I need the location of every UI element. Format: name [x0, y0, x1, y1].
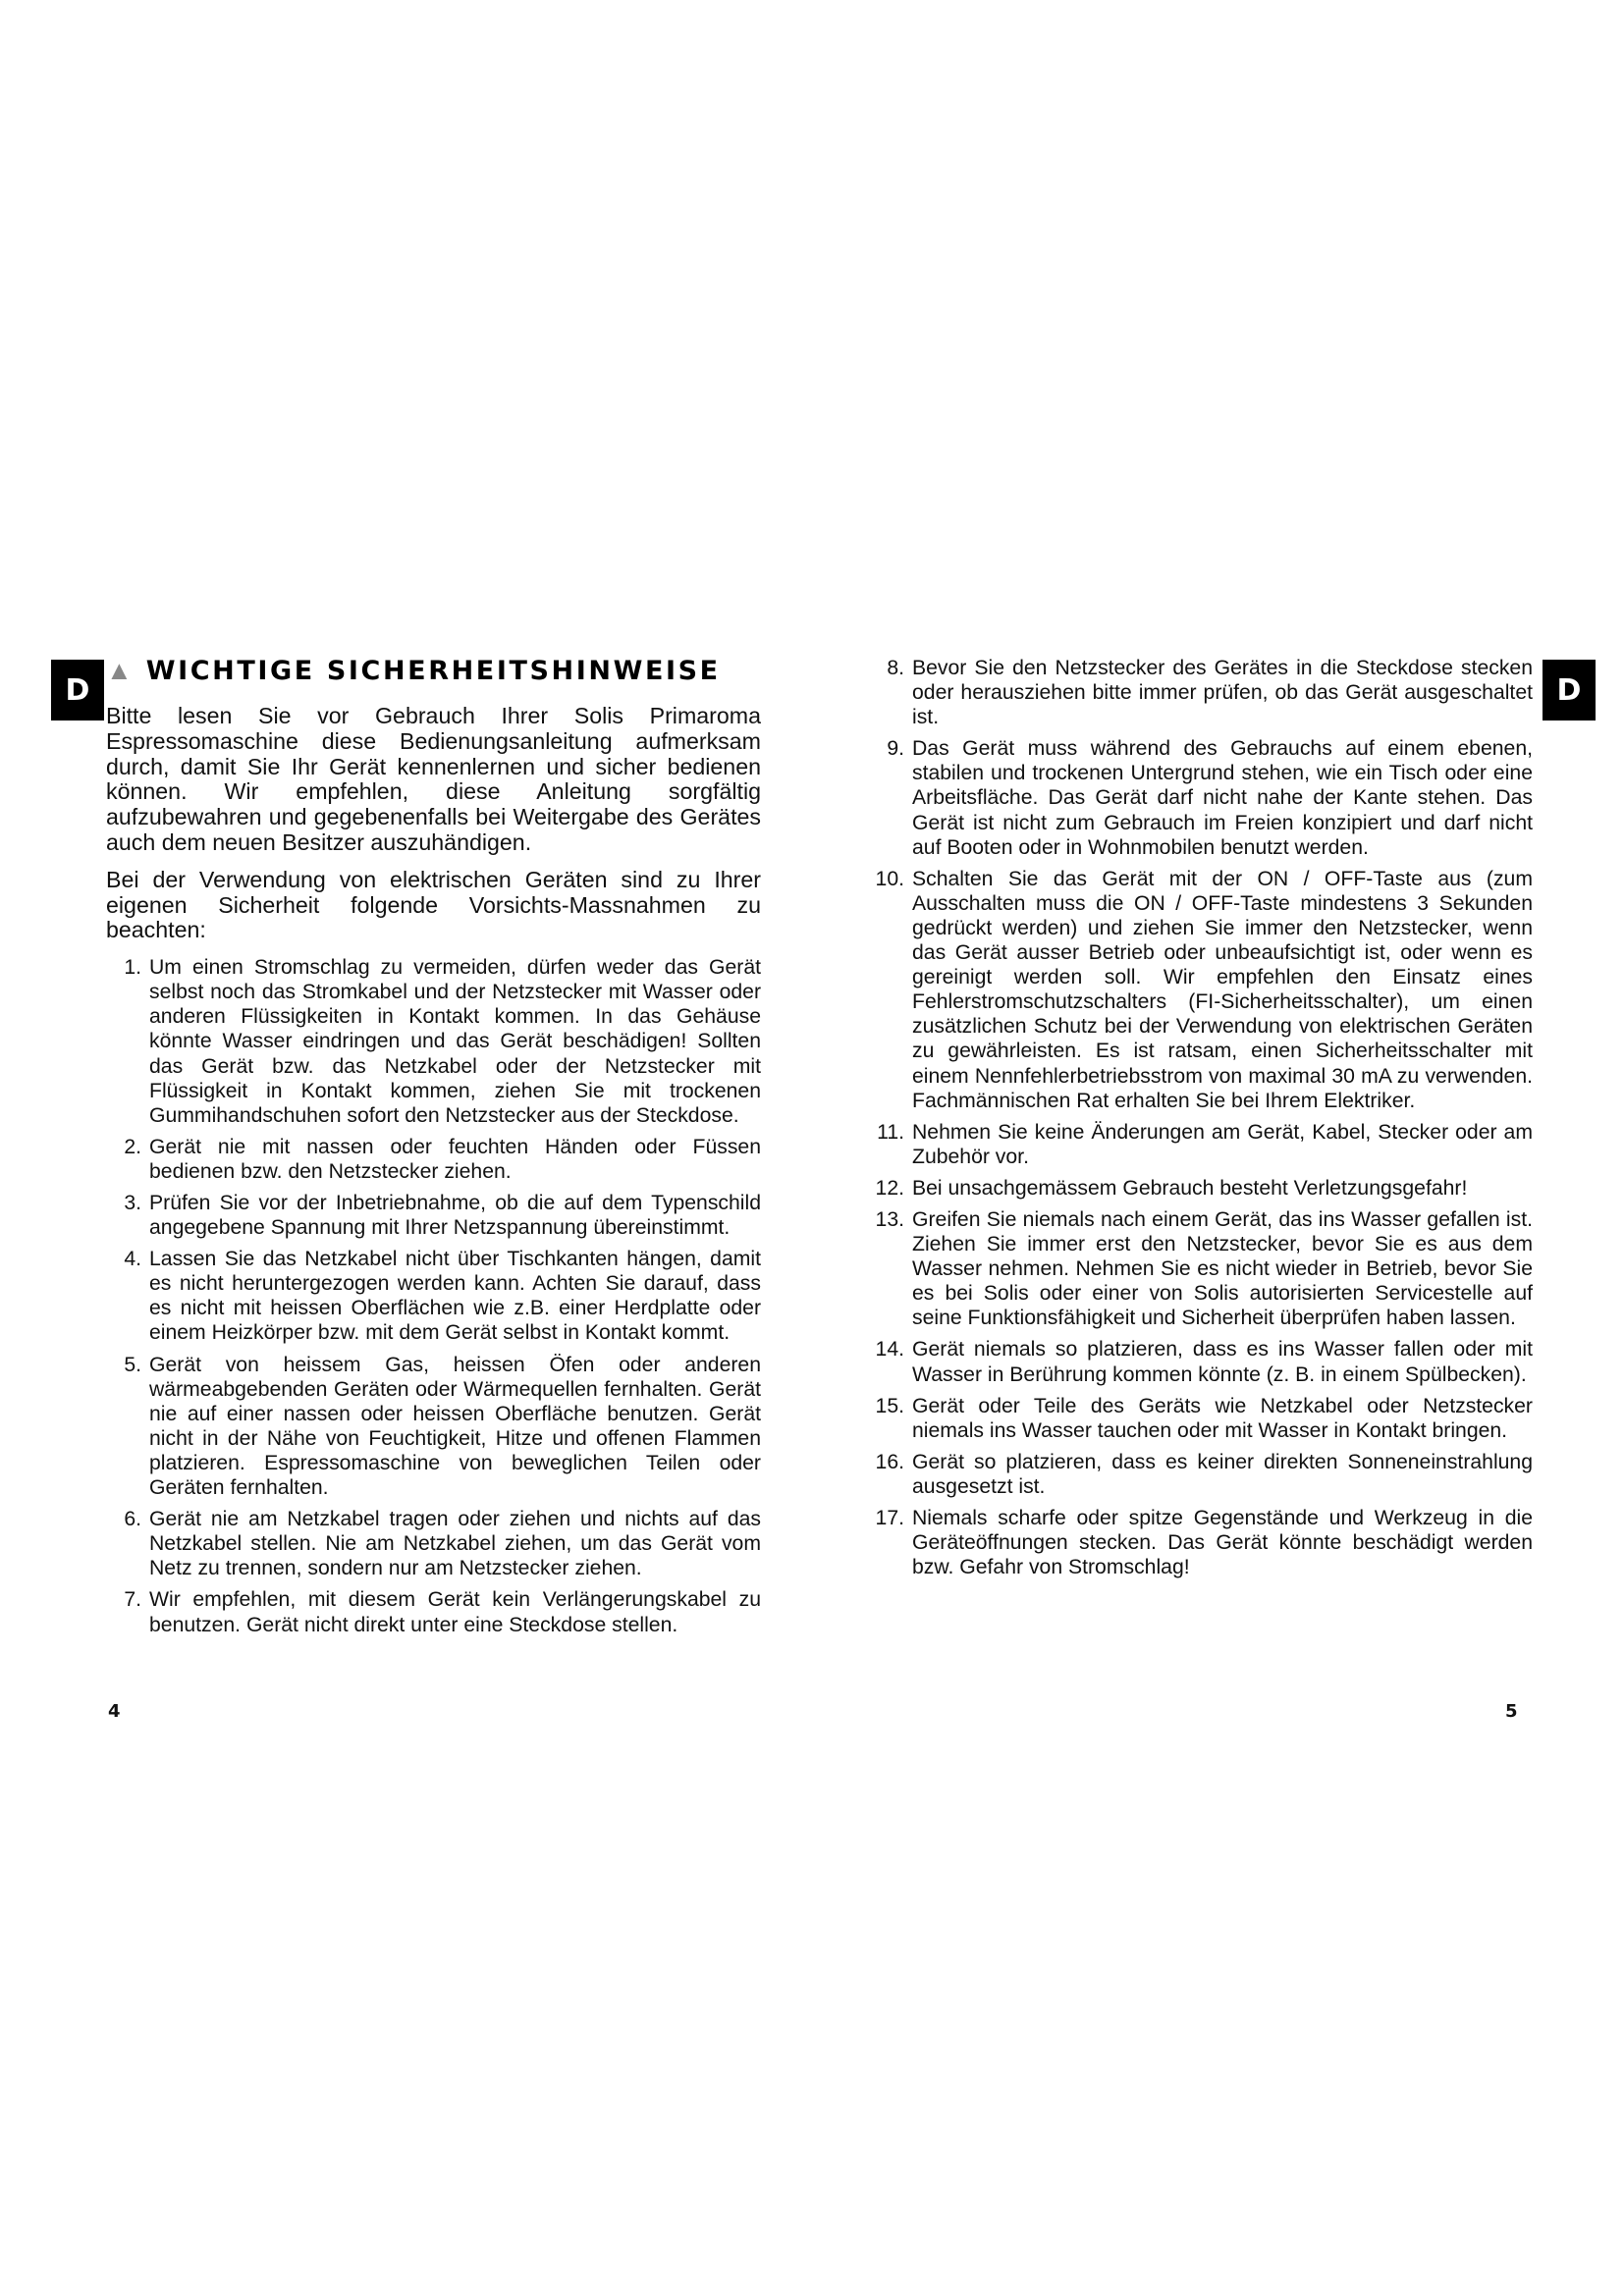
list-item [106, 1191, 761, 1240]
page-number-right: 5 [1505, 1701, 1518, 1722]
item-number: 16. [875, 1450, 904, 1473]
list-item [864, 1394, 1533, 1443]
item-text: Wir empfehlen, mit diesem Gerät kein Verlängerungskabel zu benutzen. Gerät nicht direkt unter eine Steckdose stellen. [149, 1588, 761, 1636]
page-number-left: 4 [108, 1701, 121, 1722]
item-text: Gerät so platzieren, dass es keiner direkten Sonneneinstrahlung ausgesetzt ist. [912, 1450, 1533, 1498]
left-page [106, 656, 761, 1644]
item-text: Das Gerät muss während des Gebrauchs auf einem ebenen, stabilen und trockenen Untergrund stehen, wie ein Tisch oder eine Arbeitsfläche. Das Gerät darf nicht nahe der Kante stehen. Das Gerät ist nicht zum Gebrauch im Freien konzipiert und darf nicht auf Booten oder in Wohnmobilen benutzt werden. [912, 737, 1533, 859]
item-text: Schalten Sie das Gerät mit der ON / OFF-Taste aus (zum Ausschalten muss die ON / OFF-Taste mindestens 3 Sekunden gedrückt werden) und ziehen Sie immer den Netzstecker, wenn das Gerät ausser Betrieb oder unbeaufsichtigt ist, oder wenn es gereinigt werden soll. Wir empfehlen den Einsatz eines Fehlerstromschutzschalters (FI-Sicherheitsschalter), um einen zusätzlichen Schutz bei der Verwendung von elektrischen Geräten zu gewährleisten. Es ist ratsam, einen Sicherheitsschalter mit einem Nennfehlerbetriebsstrom von maximal 30 mA zu verwenden. Fachmännischen Rat erhalten Sie bei Ihrem Elektriker. [912, 867, 1533, 1112]
item-text: Lassen Sie das Netzkabel nicht über Tischkanten hängen, damit es nicht heruntergezogen werden kann. Achten Sie darauf, dass es nicht mit heissen Oberflächen wie z.B. einer Herdplatte oder einem Heizkörper bzw. mit dem Gerät selbst in Kontakt kommt. [149, 1248, 761, 1345]
item-number: 3. [124, 1192, 141, 1215]
item-number: 12. [875, 1176, 904, 1200]
item-text: Greifen Sie niemals nach einem Gerät, das ins Wasser gefallen ist. Ziehen Sie immer erst den Netzstecker, bevor Sie es aus dem Wasser nehmen. Nehmen Sie es nicht wieder in Betrieb, bevor Sie es bei Solis oder einer von Solis autorisierten Servicestelle auf seine Funktionsfähigkeit und Sicherheit überprüfen haben lassen. [912, 1207, 1533, 1330]
list-item [864, 1506, 1533, 1579]
item-number: 11. [877, 1120, 904, 1144]
list-item [864, 656, 1533, 729]
list-item [864, 1337, 1533, 1386]
item-text: Prüfen Sie vor der Inbetriebnahme, ob die auf dem Typenschild angegebene Spannung mit Ihrer Netzspannung übereinstimmt. [149, 1192, 761, 1240]
item-text: Gerät niemals so platzieren, dass es ins Wasser fallen oder mit Wasser in Berührung kommen könnte (z. B. in einem Spülbecken). [912, 1338, 1533, 1386]
item-text: Um einen Stromschlag zu vermeiden, dürfen weder das Gerät selbst noch das Stromkabel und der Netzstecker mit Wasser oder anderen Flüssigkeiten in Kontakt kommen. In das Gehäuse könnte Wasser eindringen und das Gerät beschädigen! Sollten das Gerät bzw. das Netzkabel oder der Netzstecker mit Flüssigkeit in Kontakt kommen, ziehen Sie mit trockenen Gummihandschuhen sofort den Netzstecker aus der Steckdose. [149, 956, 761, 1127]
item-number: 14. [875, 1338, 904, 1362]
safety-list-right [864, 656, 1533, 1579]
item-number: 8. [887, 657, 904, 679]
item-text: Gerät oder Teile des Geräts wie Netzkabel oder Netzstecker niemals ins Wasser tauchen oder mit Wasser in Kontakt bringen. [912, 1394, 1533, 1442]
warning-triangle-icon: ▲ [106, 656, 133, 685]
list-item [864, 1176, 1533, 1201]
item-number: 4. [124, 1248, 141, 1271]
section-heading [106, 656, 761, 686]
list-item [106, 955, 761, 1128]
item-text: Gerät nie mit nassen oder feuchten Händen oder Füssen bedienen bzw. den Netzstecker ziehen. [149, 1135, 761, 1183]
item-number: 1. [124, 956, 141, 980]
item-number: 15. [875, 1394, 904, 1417]
language-tab-right: D [1543, 660, 1596, 721]
list-item [106, 1135, 761, 1184]
list-item [106, 1247, 761, 1345]
item-number: 7. [124, 1588, 141, 1612]
item-number: 10. [875, 867, 904, 890]
item-number: 17. [875, 1507, 904, 1529]
item-number: 9. [887, 737, 904, 761]
language-tab-left: D [51, 660, 104, 721]
list-item [106, 1353, 761, 1501]
item-number: 2. [124, 1135, 141, 1158]
list-item [864, 736, 1533, 859]
right-page [864, 656, 1533, 1586]
item-number: 5. [124, 1353, 141, 1376]
precautions-intro: Bei der Verwendung von elektrischen Geräten sind zu Ihrer eigenen Sicherheit folgende Vorsichts-Massnahmen zu beachten: [106, 866, 761, 943]
item-number: 6. [124, 1508, 141, 1531]
item-text: Bevor Sie den Netzstecker des Gerätes in die Steckdose stecken oder herausziehen bitte immer prüfen, ob das Gerät ausgeschaltet ist. [912, 657, 1533, 729]
item-text: Gerät nie am Netzkabel tragen oder ziehen und nichts auf das Netzkabel stellen. Nie am Netzkabel ziehen, um das Gerät vom Netz zu trennen, sondern nur am Netzstecker ziehen. [149, 1508, 761, 1580]
item-text: Bei unsachgemässem Gebrauch besteht Verletzungsgefahr! [912, 1176, 1468, 1200]
item-text: Nehmen Sie keine Änderungen am Gerät, Kabel, Stecker oder am Zubehör vor. [912, 1120, 1533, 1168]
item-text: Niemals scharfe oder spitze Gegenstände und Werkzeug in die Geräteöffnungen stecken. Das Gerät könnte beschädigt werden bzw. Gefahr von Stromschlag! [912, 1507, 1533, 1579]
list-item [864, 1207, 1533, 1330]
item-text: Gerät von heissem Gas, heissen Öfen oder anderen wärmeabgebenden Geräten oder Wärmequellen fernhalten. Gerät nie auf einer nassen oder heissen Oberfläche benutzen. Gerät nicht in der Nähe von Feuchtigkeit, Hitze und offenen Flammen platzieren. Espressomaschine von beweglichen Teilen oder Geräten fernhalten. [149, 1353, 761, 1500]
list-item [864, 867, 1533, 1113]
safety-list-left [106, 955, 761, 1636]
list-item [106, 1587, 761, 1636]
intro-paragraph: Bitte lesen Sie vor Gebrauch Ihrer Solis Primaroma Espressomaschine diese Bedienungsanleitung aufmerksam durch, damit Sie Ihr Gerät kennenlernen und sicher bedienen können. Wir empfehlen, diese Anleitung sorgfältig aufzubewahren und gegebenenfalls bei Weitergabe des Gerätes auch dem neuen Besitzer auszuhändigen. [106, 703, 761, 855]
list-item [864, 1120, 1533, 1169]
list-item [106, 1507, 761, 1580]
item-number: 13. [875, 1207, 904, 1231]
list-item [864, 1450, 1533, 1499]
page-title: WICHTIGE SICHERHEITSHINWEISE [145, 656, 721, 686]
